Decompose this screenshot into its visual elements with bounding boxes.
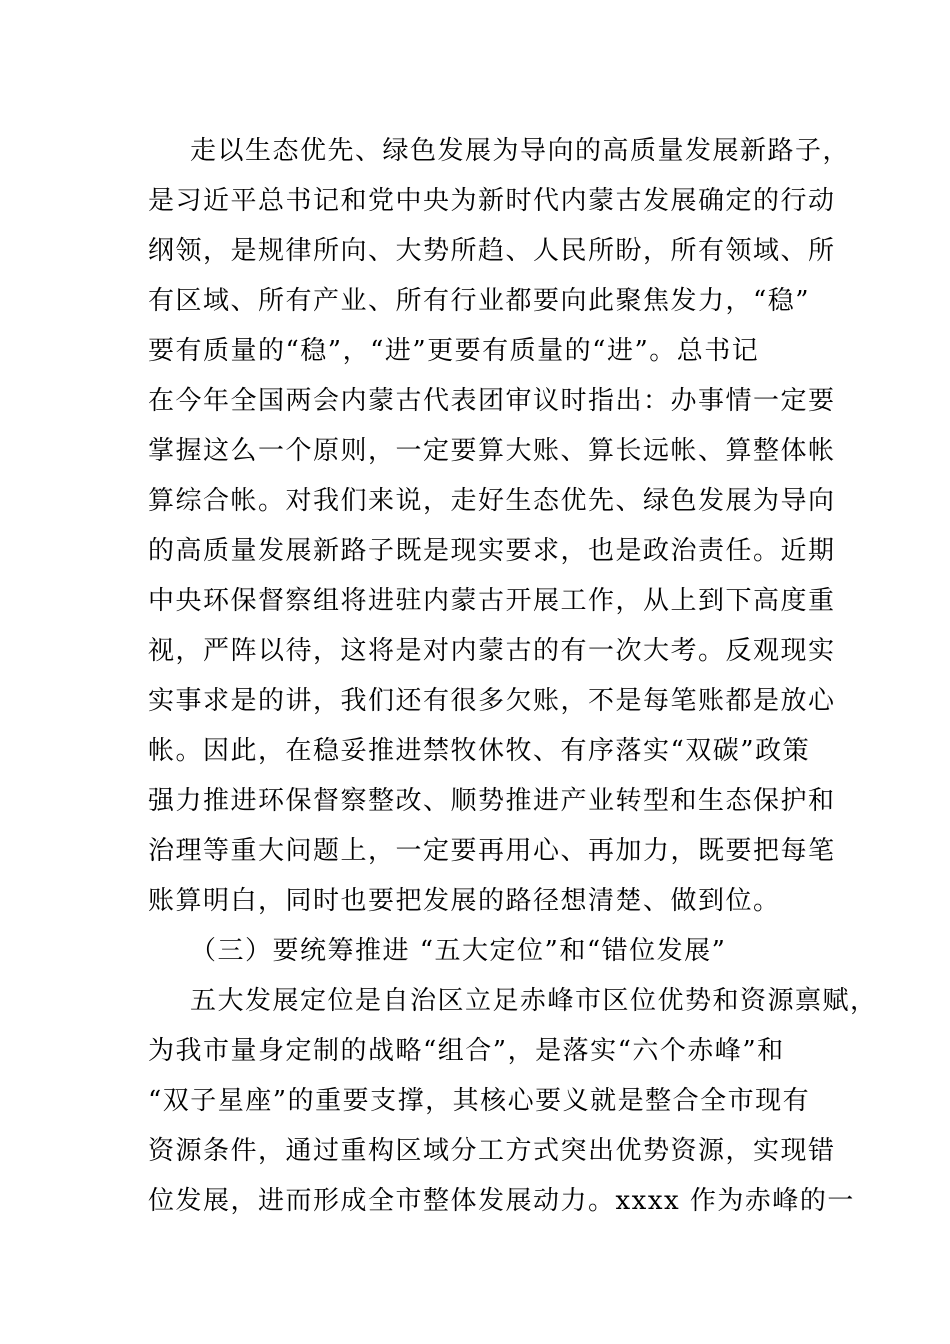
paragraph-line: 治理等重大问题上，一定要再用心、再加力，既要把每笔 [148,836,836,866]
paragraph-line: 位发展，进而形成全市整体发展动力。xxxx 作为赤峰的一 [148,1186,855,1216]
paragraph-line: 强力推进环保督察整改、顺势推进产业转型和生态保护和 [148,786,836,816]
paragraph-line: 是习近平总书记和党中央为新时代内蒙古发展确定的行动 [148,186,836,216]
paragraph-line: 实事求是的讲，我们还有很多欠账，不是每笔账都是放心 [148,686,836,716]
paragraph-line: 有区域、所有产业、所有行业都要向此聚焦发力，“稳” [148,286,811,316]
paragraph-line: 资源条件，通过重构区域分工方式突出优势资源，实现错 [148,1136,836,1166]
paragraph-line: 要有质量的“稳”，“进”更要有质量的“进”。总书记 [148,336,760,366]
paragraph-line: 中央环保督察组将进驻内蒙古开展工作，从上到下高度重 [148,586,836,616]
paragraph-line: 走以生态优先、绿色发展为导向的高质量发展新路子， [190,136,851,166]
paragraph-line: 账算明白，同时也要把发展的路径想清楚、做到位。 [148,886,781,916]
paragraph-line: 算综合帐。对我们来说，走好生态优先、绿色发展为导向 [148,486,836,516]
paragraph-line: 在今年全国两会内蒙古代表团审议时指出：办事情一定要 [148,386,836,416]
paragraph-line: 为我市量身定制的战略“组合”，是落实“六个赤峰”和 [148,1036,785,1066]
paragraph-line: 纲领，是规律所向、大势所趋、人民所盼，所有领域、所 [148,236,836,266]
paragraph-line: 帐。因此，在稳妥推进禁牧休牧、有序落实“双碳”政策 [148,736,811,766]
paragraph-line: 视，严阵以待，这将是对内蒙古的有一次大考。反观现实 [148,636,836,666]
paragraph-line: 的高质量发展新路子既是现实要求，也是政治责任。近期 [148,536,836,566]
section-heading: （三）要统筹推进 “五大定位”和“错位发展” [190,936,727,966]
paragraph-line: 五大发展定位是自治区立足赤峰市区位优势和资源禀赋， [190,986,878,1016]
paragraph-line: “双子星座”的重要支撑，其核心要义就是整合全市现有 [148,1086,811,1116]
paragraph-line: 掌握这么一个原则，一定要算大账、算长远帐、算整体帐 [148,436,836,466]
